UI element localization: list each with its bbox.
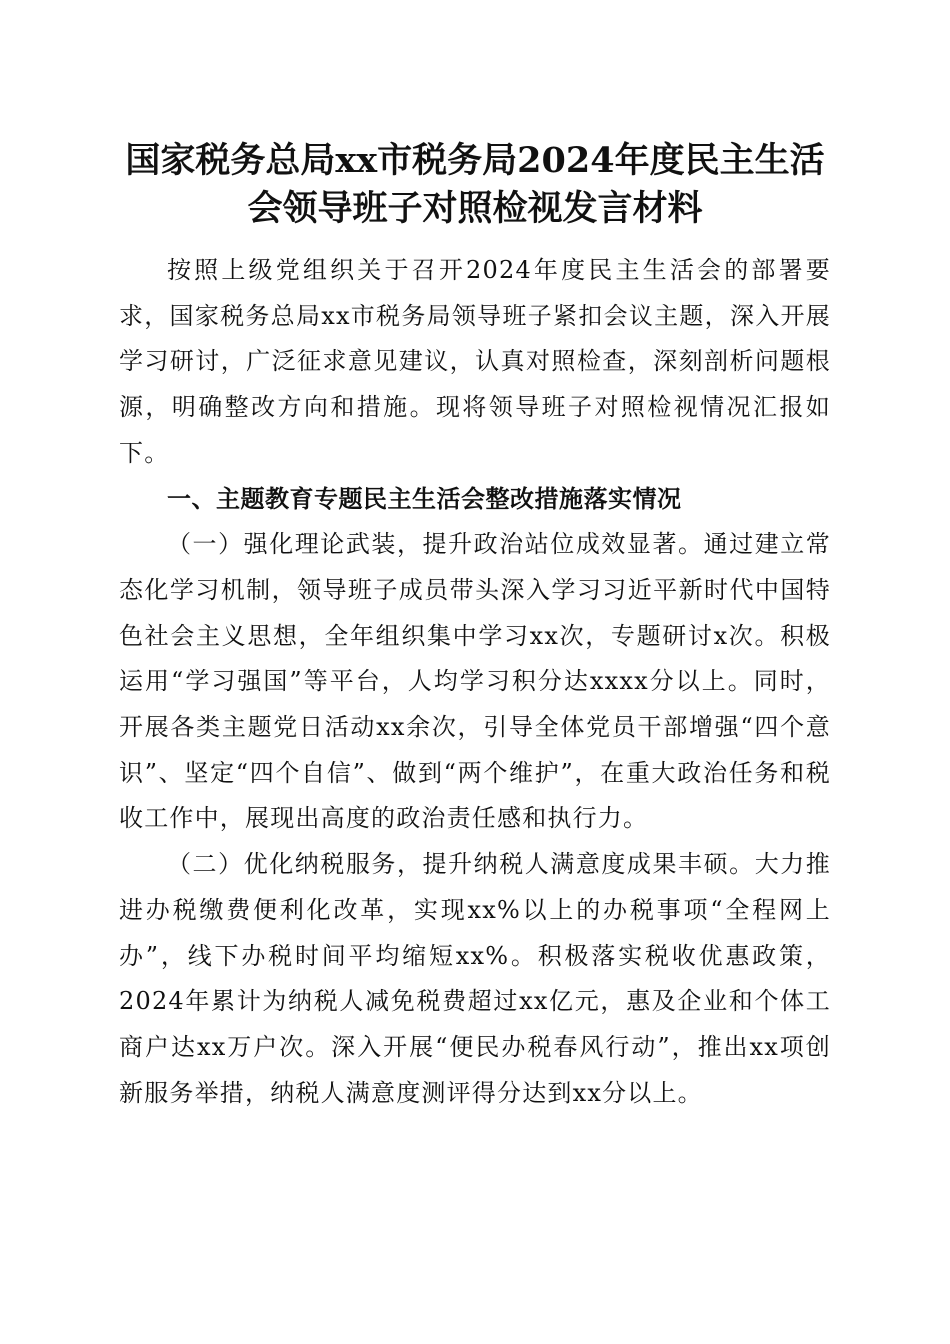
paragraph-2: （二）优化纳税服务，提升纳税人满意度成果丰硕。大力推进办税缴费便利化改革，实现xx%以上的办税事项“全程网上办”，线下办税时间平均缩短xx%。积极落实税收优惠政策，2024年累计为纳税人减免税费超过xx亿元，惠及企业和个体工商户达xx万户次。深入开展“便民办税春风行动”，推出xx项创新服务举措，纳税人满意度测评得分达到xx分以上。 bbox=[119, 850, 831, 1107]
document-body bbox=[119, 248, 831, 1116]
title-line-2: 会领导班子对照检视发言材料 bbox=[247, 188, 703, 229]
intro-paragraph: 按照上级党组织关于召开2024年度民主生活会的部署要求，国家税务总局xx市税务局领导班子紧扣会议主题，深入开展学习研讨，广泛征求意见建议，认真对照检查，深刻剖析问题根源，明确整改方向和措施。现将领导班子对照检视情况汇报如下。 bbox=[119, 256, 831, 467]
paragraph-1: （一）强化理论武装，提升政治站位成效显著。通过建立常态化学习机制，领导班子成员带头深入学习习近平新时代中国特色社会主义思想，全年组织集中学习xx次，专题研讨x次。积极运用“学习强国”等平台，人均学习积分达xxxx分以上。同时，开展各类主题党日活动xx余次，引导全体党员干部增强“四个意识”、坚定“四个自信”、做到“两个维护”，在重大政治任务和税收工作中，展现出高度的政治责任感和执行力。 bbox=[119, 530, 831, 833]
document-title bbox=[110, 137, 840, 233]
section-heading-1: 一、主题教育专题民主生活会整改措施落实情况 bbox=[167, 484, 682, 513]
title-line-1: 国家税务总局xx市税务局2024年度民主生活 bbox=[125, 140, 825, 181]
